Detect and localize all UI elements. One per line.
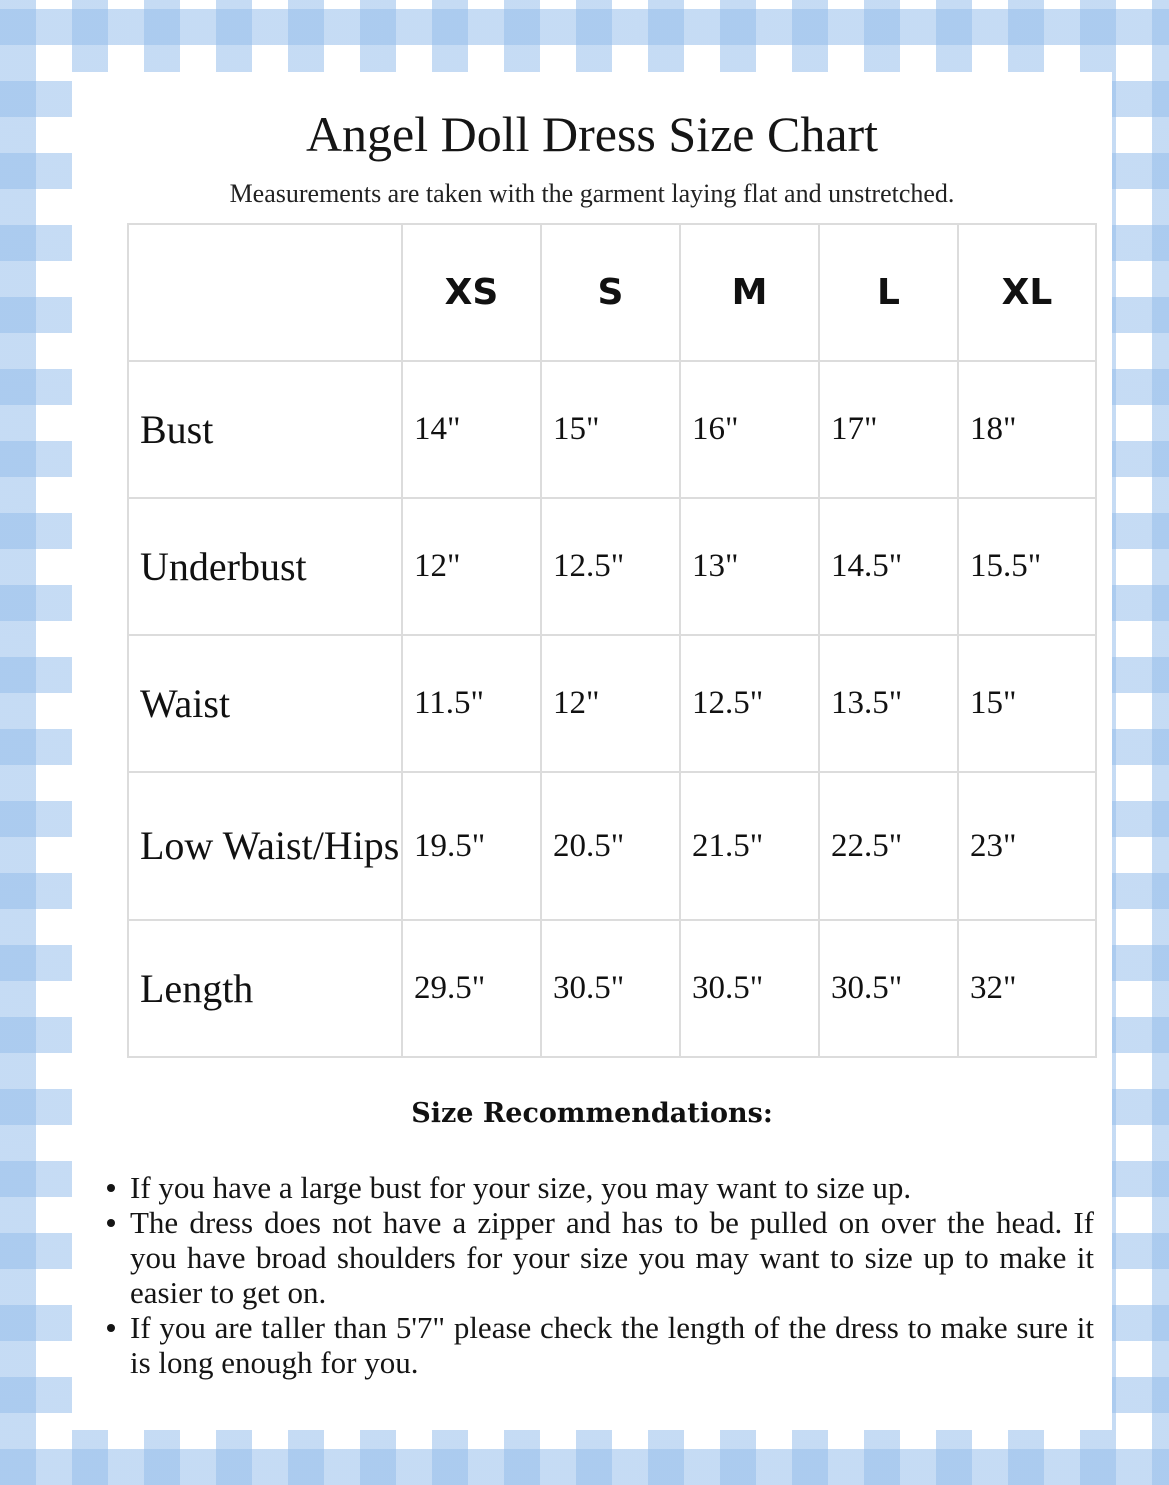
measurement-cell: 12" [541, 635, 680, 772]
measurement-cell: 29.5" [402, 920, 541, 1057]
size-header-m: M [680, 224, 819, 361]
row-label: Length [128, 920, 402, 1057]
recommendations-list [130, 1170, 1094, 1380]
table-row-bust [128, 361, 1096, 498]
measurement-cell: 17" [819, 361, 958, 498]
list-item: If you are taller than 5'7" please check the length of the dress to make sure it is long enough for you. [130, 1310, 1094, 1380]
measurement-cell: 16" [680, 361, 819, 498]
row-label: Waist [128, 635, 402, 772]
size-table [127, 223, 1097, 1058]
measurement-cell: 30.5" [819, 920, 958, 1057]
row-label: Underbust [128, 498, 402, 635]
measurement-cell: 21.5" [680, 772, 819, 920]
measurement-cell: 15" [958, 635, 1096, 772]
table-row-underbust [128, 498, 1096, 635]
measurement-cell: 12.5" [541, 498, 680, 635]
table-row-waist [128, 635, 1096, 772]
measurement-cell: 30.5" [680, 920, 819, 1057]
measurement-cell: 19.5" [402, 772, 541, 920]
row-label: Low Waist/Hips [128, 772, 402, 920]
measurement-cell: 12.5" [680, 635, 819, 772]
size-header-s: S [541, 224, 680, 361]
measurement-cell: 15.5" [958, 498, 1096, 635]
measurement-cell: 12" [402, 498, 541, 635]
measurement-cell: 23" [958, 772, 1096, 920]
row-label: Bust [128, 361, 402, 498]
size-header-xs: XS [402, 224, 541, 361]
corner-cell [128, 224, 402, 361]
table-row-length [128, 920, 1096, 1057]
page-subtitle: Measurements are taken with the garment laying flat and unstretched. [229, 179, 955, 208]
size-header-row [128, 224, 1096, 361]
size-header-l: L [819, 224, 958, 361]
list-item: If you have a large bust for your size, you may want to size up. [130, 1170, 1094, 1205]
measurement-cell: 30.5" [541, 920, 680, 1057]
page-title: Angel Doll Dress Size Chart [305, 106, 879, 162]
measurement-cell: 20.5" [541, 772, 680, 920]
table-row-low-waist-hips [128, 772, 1096, 920]
size-chart-panel [72, 72, 1112, 1430]
measurement-cell: 18" [958, 361, 1096, 498]
measurement-cell: 13" [680, 498, 819, 635]
size-header-xl: XL [958, 224, 1096, 361]
recommendations-heading: Size Recommendations: [411, 1098, 773, 1129]
measurement-cell: 13.5" [819, 635, 958, 772]
measurement-cell: 32" [958, 920, 1096, 1057]
measurement-cell: 11.5" [402, 635, 541, 772]
measurement-cell: 14" [402, 361, 541, 498]
measurement-cell: 22.5" [819, 772, 958, 920]
measurement-cell: 15" [541, 361, 680, 498]
list-item: The dress does not have a zipper and has to be pulled on over the head. If you have broad shoulders for your size you may want to size up to make it easier to get on. [130, 1205, 1094, 1310]
measurement-cell: 14.5" [819, 498, 958, 635]
